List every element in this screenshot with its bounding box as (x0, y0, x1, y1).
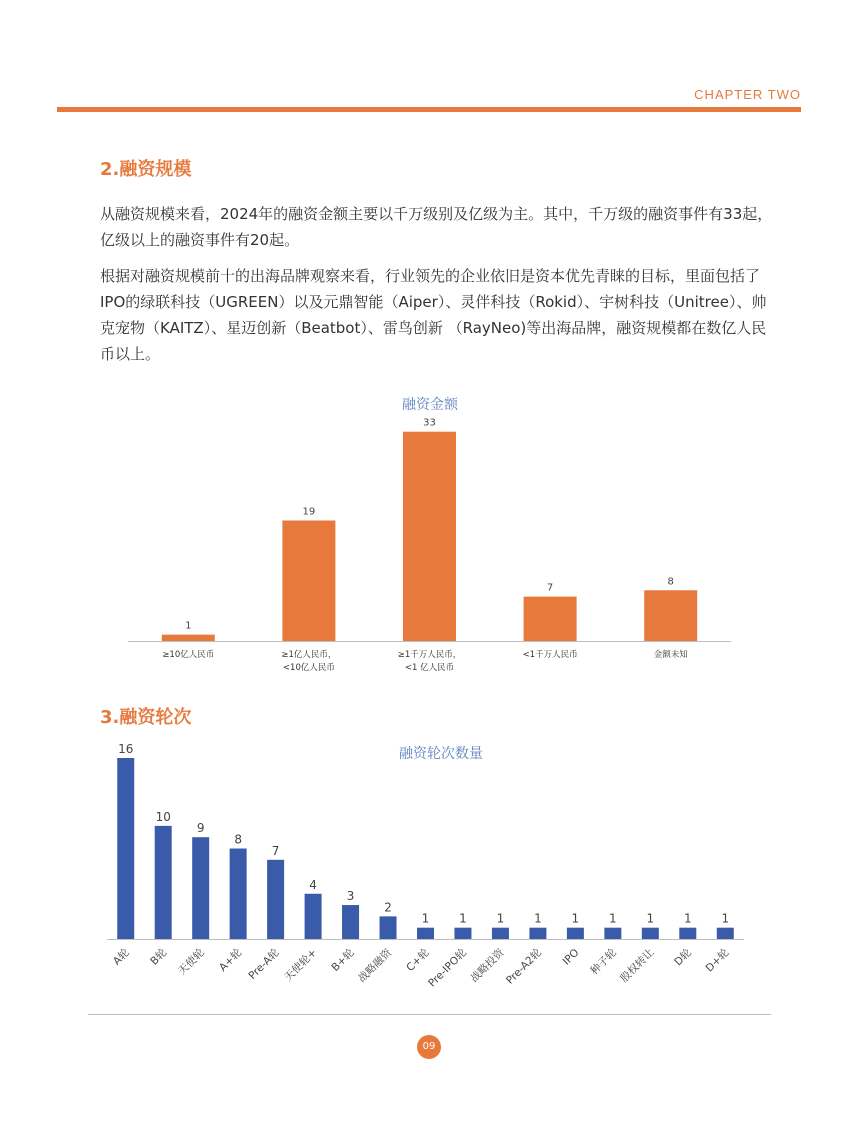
chart-2-title: 融资轮次数量 (399, 746, 483, 762)
chart-2-category-label: Pre-IPO轮 (426, 946, 470, 990)
chart-2-value-label: 1 (571, 911, 580, 926)
chart-1-title: 融资金额 (402, 397, 458, 413)
chart-1-category-label: 金额未知 (653, 650, 688, 660)
chart-1-category-label: ≥1千万人民币，<1 亿人民币 (397, 650, 462, 673)
chart-2-category-label: Pre-A轮 (246, 946, 282, 982)
chart-1-value-label: 1 (185, 620, 192, 632)
footer-rule (88, 1014, 771, 1015)
chart-2-category-label: D+轮 (703, 946, 732, 975)
chart-2-category-label: 战略投资 (468, 946, 507, 985)
chart-2-value-label: 8 (234, 832, 242, 847)
section-2-title: 2.融资规模 (100, 159, 192, 180)
chart-2-category-label: A轮 (110, 946, 132, 968)
chart-2-value-label: 16 (118, 742, 134, 756)
chart-2-value-label: 1 (683, 911, 692, 926)
chart-2-bar (342, 905, 359, 939)
chart-2-value-label: 4 (309, 877, 317, 892)
chart-2-category-label: 种子轮 (588, 946, 619, 978)
chart-1-category-label: ≥1亿人民币，<10亿人民币 (281, 650, 337, 673)
chart-2-category-label: Pre-A2轮 (503, 946, 545, 987)
chart-2-category-label: C+轮 (404, 946, 432, 974)
chart-2-bar (192, 837, 209, 939)
chart-2-value-label: 1 (534, 911, 542, 926)
chart-2-value-label: 1 (421, 911, 430, 926)
chart-2-bar (492, 928, 509, 939)
chart-2-bar (267, 860, 284, 939)
chart-2-category-label: 天使轮+ (282, 946, 320, 984)
chart-1-value-label: 19 (302, 506, 316, 518)
chart-2-value-label: 9 (196, 821, 205, 836)
chart-2-value-label: 7 (271, 843, 280, 858)
chart-2-category-label: 股权转让 (618, 946, 657, 985)
chart-1-value-label: 33 (423, 417, 436, 429)
chart-2-category-label: 战略融资 (355, 946, 395, 985)
chart-2-bar (417, 928, 434, 939)
chart-2-value-label: 1 (721, 911, 730, 926)
chart-1-category-label: ≥10亿人民币 (162, 650, 215, 660)
chart-2-value-label: 2 (384, 900, 392, 915)
chart-1-value-label: 7 (546, 582, 554, 594)
chart-2-value-label: 1 (459, 911, 467, 926)
chart-2-category-label: 天使轮 (176, 946, 207, 978)
chart-2-bar (604, 928, 621, 939)
chart-2-value-label: 1 (609, 911, 617, 926)
chart-2-bar (717, 928, 734, 939)
chart-2-value-label: 1 (646, 911, 655, 926)
chart-2-bar (305, 894, 322, 939)
chart-2-bar (230, 849, 247, 940)
chart-2-bar (380, 916, 397, 939)
chart-2-category-label: B+轮 (329, 946, 357, 974)
chart-2-category-label: IPO (560, 946, 582, 968)
chart-2-value-label: 1 (496, 911, 505, 926)
chart-2-value-label: 3 (346, 889, 355, 904)
page-number: 09 (417, 1035, 441, 1059)
chart-2-category-label: B轮 (148, 946, 170, 968)
chart-2-bar (117, 758, 134, 939)
section-3-title: 3.融资轮次 (100, 707, 192, 728)
chapter-label: CHAPTER TWO (694, 87, 801, 102)
chart-1-category-label: <1千万人民币 (522, 650, 578, 660)
section-2-paragraph-1: 从融资规模来看，2024年的融资金额主要以千万级别及亿级为主。其中，千万级的融资事件有33起，亿级以上的融资事件有20起。 (100, 205, 773, 249)
chart-2-category-label: D轮 (672, 946, 694, 969)
chart-2-bar (529, 928, 546, 939)
chart-2-bar (567, 928, 584, 939)
section-2-paragraph-2: 根据对融资规模前十的出海品牌观察来看，行业领先的企业依旧是资本优先青睐的目标，里面包括了IPO的绿联科技（UGREEN）以及元鼎智能（Aiper）、灵伴科技（Rokid）、宇树科技（Unitree）、帅克宠物（KAITZ）、星迈创新（Beatbot）、雷鸟创新 （RayNeo)等出海品牌，融资规模都在数亿人民币以上。 (100, 267, 767, 363)
chart-2-bar (679, 928, 696, 939)
chart-2-category-label: A+轮 (217, 946, 245, 974)
chart-1-value-label: 8 (667, 576, 674, 588)
chart-2-bar (454, 928, 471, 939)
chart-2-value-label: 10 (155, 809, 171, 824)
chart-2-bar (155, 826, 172, 939)
chart-2-bar (642, 928, 659, 939)
